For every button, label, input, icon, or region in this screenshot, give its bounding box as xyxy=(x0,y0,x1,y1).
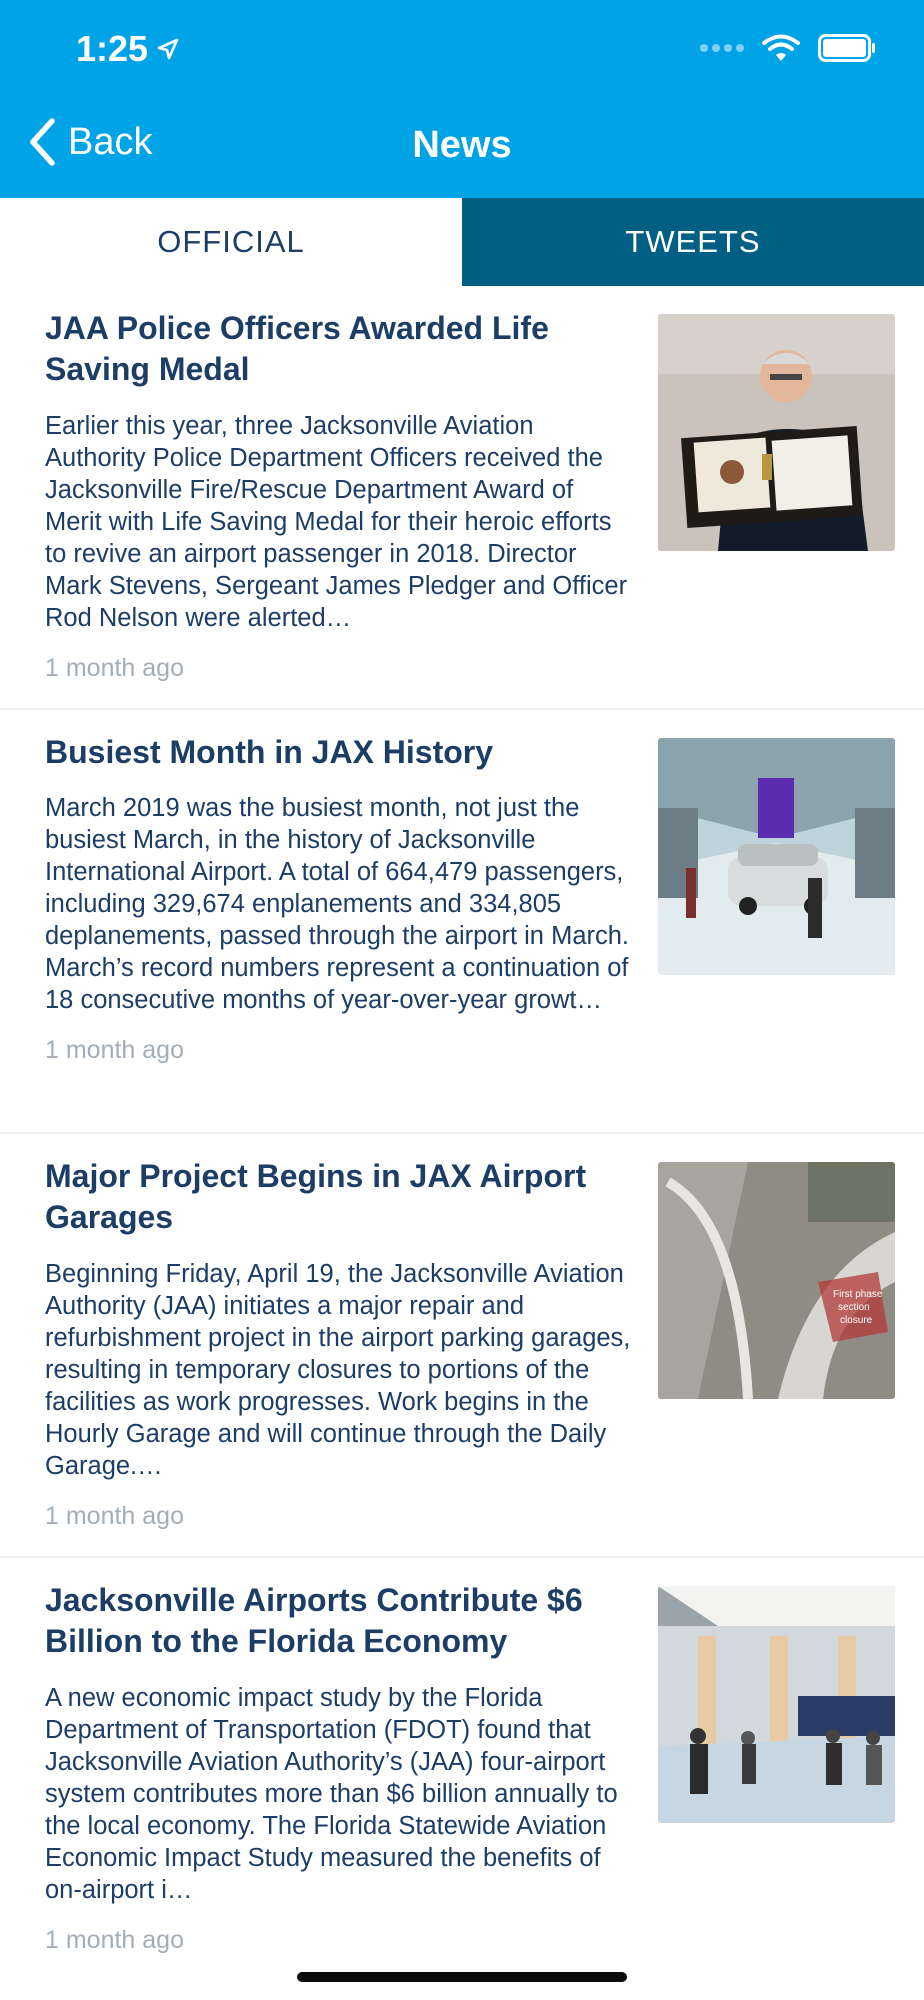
location-arrow-icon xyxy=(156,37,180,61)
news-title: Major Project Begins in JAX Airport Garages xyxy=(45,1158,587,1235)
status-time: 1:25 xyxy=(76,28,180,70)
back-label: Back xyxy=(68,120,153,163)
news-item[interactable] xyxy=(0,1134,924,1558)
news-item[interactable] xyxy=(0,710,924,1134)
svg-text:section: section xyxy=(838,1302,870,1313)
header-bar xyxy=(0,0,924,198)
tab-official[interactable]: OFFICIAL xyxy=(0,198,462,286)
status-icons xyxy=(700,34,876,62)
news-thumbnail xyxy=(658,1586,895,1823)
news-summary: March 2019 was the busiest month, not just the busiest March, in the history of Jacksonville International Airport. A total of 664,479 passengers, including 329,674 enplanements and 334,805 deplanements, passed through the airport in March. March’s record numbers represent a continuation of 18 consecutive months of year-over-year growt… xyxy=(45,794,630,1014)
tab-bar xyxy=(0,198,924,286)
signal-icon xyxy=(700,44,744,52)
news-timestamp: 1 month ago xyxy=(45,1926,184,1954)
news-thumbnail xyxy=(658,738,895,975)
news-thumbnail xyxy=(658,314,895,551)
battery-icon xyxy=(818,34,876,62)
thumbnail-caption-line: First phase xyxy=(833,1289,883,1300)
news-summary: Earlier this year, three Jacksonville Aviation Authority Police Department Officers received the Jacksonville Fire/Rescue Department Award of Merit with Life Saving Medal for their heroic efforts to revive an airport passenger in 2018. Director Mark Stevens, Sergeant James Pledger and Officer Rod Nelson were alerted… xyxy=(45,412,628,632)
svg-text:closure: closure xyxy=(840,1315,873,1326)
news-timestamp: 1 month ago xyxy=(45,654,184,682)
news-timestamp: 1 month ago xyxy=(45,1036,184,1064)
news-title: Busiest Month in JAX History xyxy=(45,734,494,770)
news-list xyxy=(0,286,924,1982)
page-title: News xyxy=(412,124,512,166)
news-timestamp: 1 month ago xyxy=(45,1502,184,1530)
news-summary: A new economic impact study by the Florida Department of Transportation (FDOT) found that Jacksonville Aviation Authority’s (JAA) four-airport system contributes more than $6 billion annually to the local economy. The Florida Statewide Aviation Economic Impact Study measured the benefits of on-airport i… xyxy=(45,1684,618,1904)
news-title: JAA Police Officers Awarded Life Saving Medal xyxy=(45,310,549,387)
home-indicator[interactable] xyxy=(297,1972,627,1982)
news-title: Jacksonville Airports Contribute $6 Billion to the Florida Economy xyxy=(45,1582,583,1659)
news-summary: Beginning Friday, April 19, the Jacksonville Aviation Authority (JAA) initiates a major repair and refurbishment project in the airport parking garages, resulting in temporary closures to portions of the facilities as work progresses. Work begins in the Hourly Garage and will continue through the Daily Garage.… xyxy=(45,1260,631,1480)
wifi-icon xyxy=(762,34,800,62)
news-item[interactable] xyxy=(0,1558,924,1982)
news-thumbnail xyxy=(658,1162,895,1399)
tab-tweets[interactable]: TWEETS xyxy=(462,198,924,286)
news-item[interactable] xyxy=(0,286,924,710)
